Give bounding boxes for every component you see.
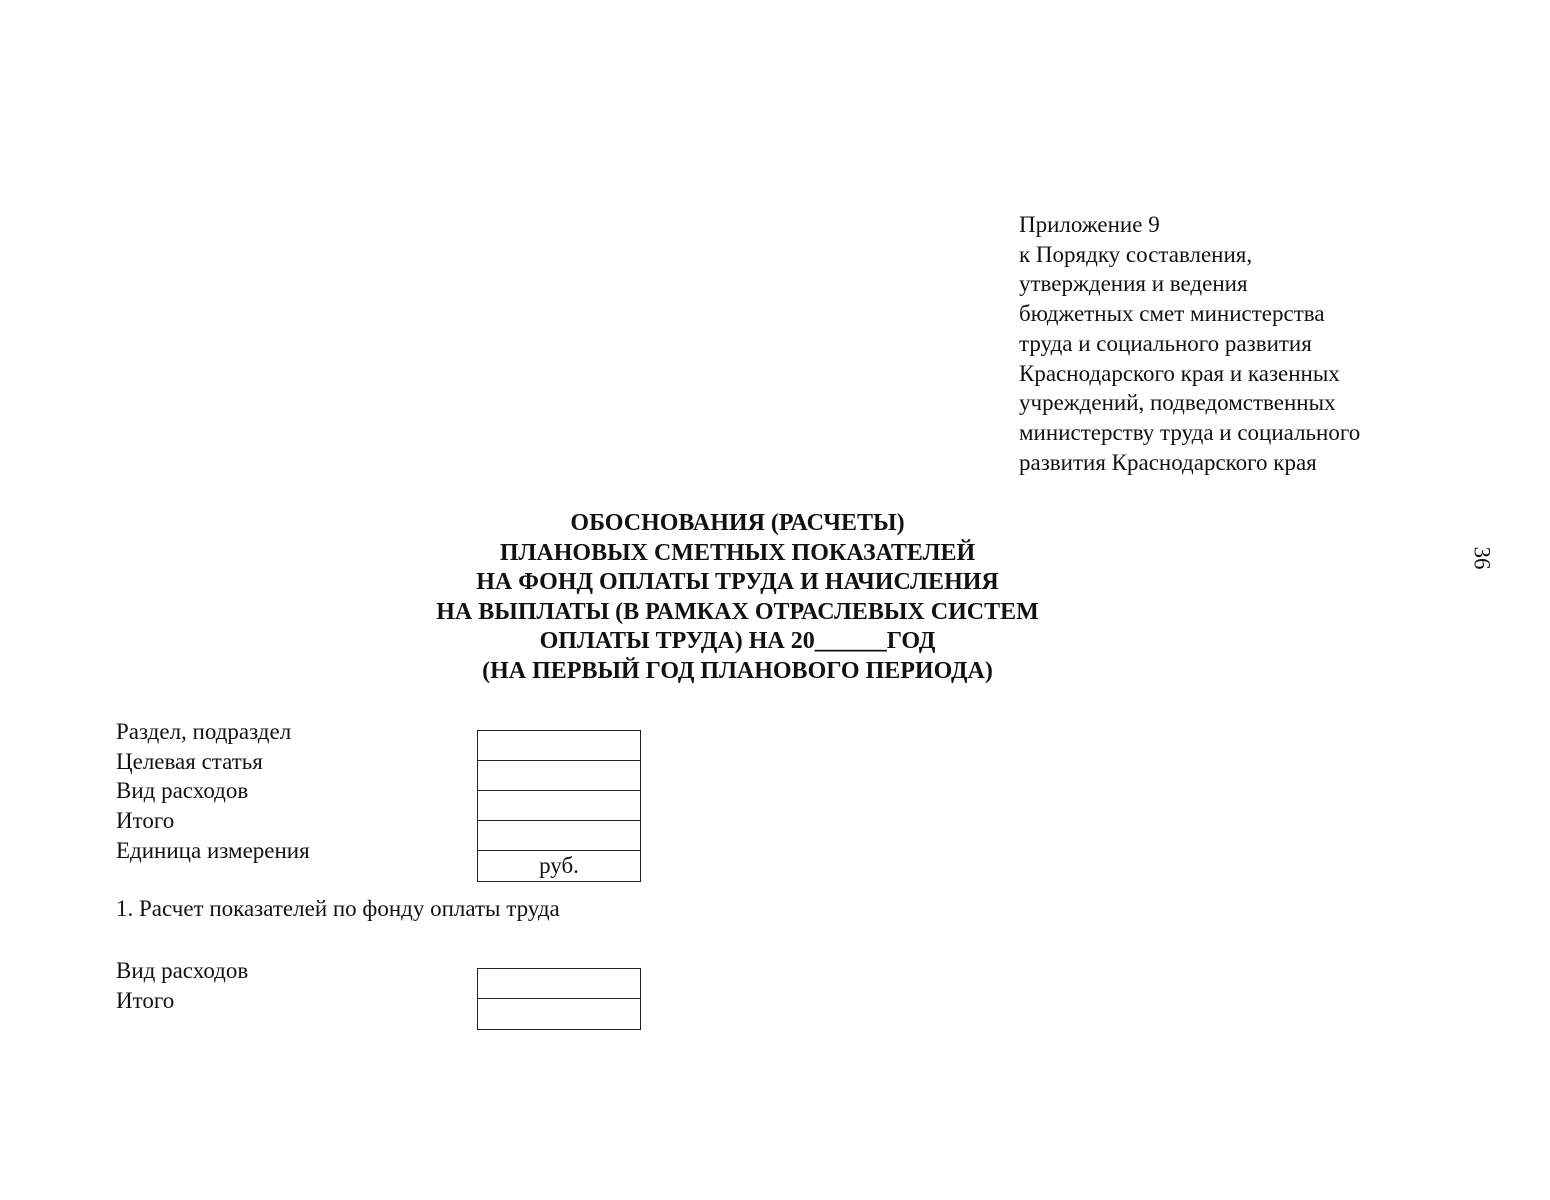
- label-unit: Единица измерения: [116, 837, 310, 863]
- section-field[interactable]: [478, 731, 640, 761]
- document-title: [400, 509, 1075, 686]
- appendix-line: учреждений, подведомственных: [1019, 390, 1336, 416]
- label-section: Раздел, подраздел: [116, 719, 292, 744]
- page-number: 36: [1469, 546, 1495, 570]
- label-expense-type: Вид расходов: [116, 958, 249, 983]
- label-total: Итого: [116, 987, 175, 1013]
- unit-field: руб.: [539, 853, 579, 878]
- section-1-heading: 1. Расчет показателей по фонду оплаты труда: [116, 896, 560, 921]
- target-article-field[interactable]: [478, 761, 640, 791]
- appendix-line: развития Краснодарского края: [1019, 449, 1317, 475]
- title-line: НА ФОНД ОПЛАТЫ ТРУДА И НАЧИСЛЕНИЯ: [476, 569, 999, 595]
- section-1-labels: [116, 956, 248, 1015]
- title-line: ОБОСНОВАНИЯ (РАСЧЕТЫ): [570, 510, 905, 536]
- expense-type-field[interactable]: [478, 791, 640, 821]
- title-line: НА ВЫПЛАТЫ (В РАМКАХ ОТРАСЛЕВЫХ СИСТЕМ: [436, 598, 1039, 625]
- section-1-box: [477, 968, 641, 1030]
- label-expense-type: Вид расходов: [116, 778, 249, 804]
- appendix-line: труда и социального развития: [1019, 330, 1312, 356]
- header-form-labels: [116, 717, 310, 866]
- appendix-line: министерству труда и социального: [1019, 419, 1361, 445]
- appendix-line: утверждения и ведения: [1019, 271, 1248, 297]
- appendix-line: Приложение 9: [1019, 212, 1160, 237]
- label-target-article: Целевая статья: [116, 748, 263, 774]
- header-form-box: [477, 730, 641, 882]
- total-field[interactable]: [478, 999, 640, 1029]
- appendix-line: Краснодарского края и казенных: [1019, 360, 1340, 386]
- title-line: ПЛАНОВЫХ СМЕТНЫХ ПОКАЗАТЕЛЕЙ: [499, 539, 976, 566]
- expense-type-field[interactable]: [478, 969, 640, 999]
- appendix-reference: [1019, 210, 1360, 477]
- appendix-line: к Порядку составления,: [1019, 241, 1253, 267]
- total-field[interactable]: [478, 821, 640, 851]
- title-line: ОПЛАТЫ ТРУДА) НА 20______ГОД: [539, 628, 936, 654]
- appendix-line: бюджетных смет министерства: [1019, 301, 1325, 327]
- title-line: (НА ПЕРВЫЙ ГОД ПЛАНОВОГО ПЕРИОДА): [482, 657, 993, 684]
- label-total: Итого: [116, 808, 175, 834]
